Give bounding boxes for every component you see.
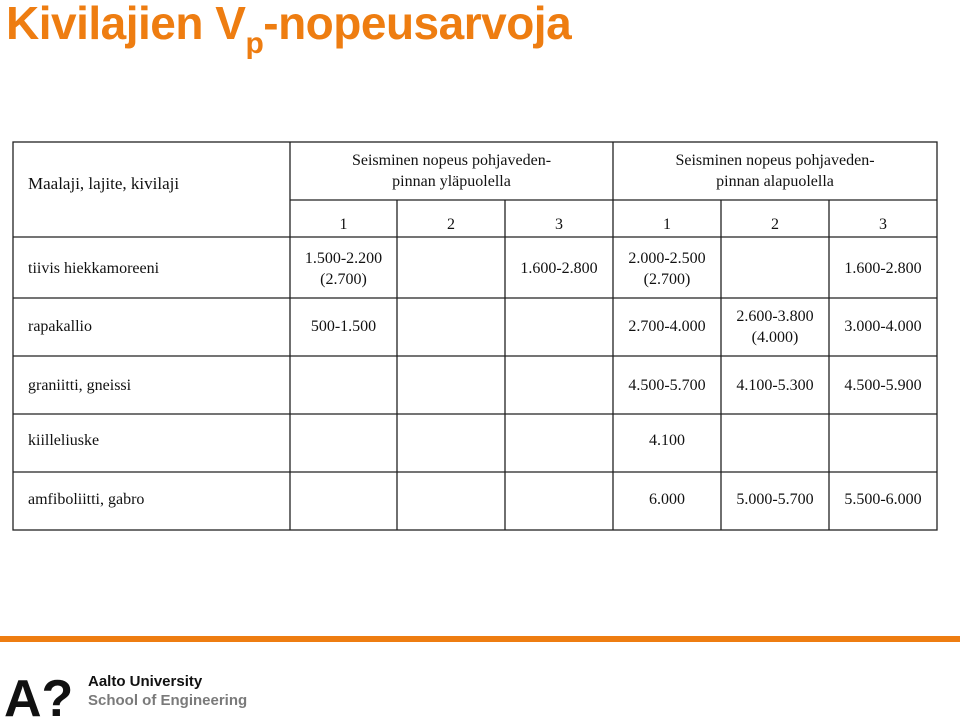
row2-below-2-line2: (4.000) (751, 329, 799, 346)
header-above-line1: Seisminen nopeus pohjaveden- (351, 152, 552, 169)
slide-title-rest: -nopeusarvoja (263, 0, 572, 49)
subheader-4: 1 (663, 216, 671, 233)
aalto-logo-icon (4, 672, 76, 720)
row2-below-3: 3.000-4.000 (844, 318, 922, 335)
subheader-5: 2 (771, 216, 779, 233)
row2-below-1: 2.700-4.000 (628, 318, 706, 335)
subheader-1: 1 (339, 216, 348, 233)
row-label-4: kiilleliuske (28, 432, 100, 449)
row-label-1: tiivis hiekkamoreeni (28, 260, 160, 277)
row4-below-1: 4.100 (649, 432, 685, 449)
row-label-5: amfiboliitti, gabro (28, 491, 145, 508)
org-line2: School of Engineering (88, 692, 248, 709)
header-below-line1: Seisminen nopeus pohjaveden- (675, 152, 875, 169)
row-label-3: graniitti, gneissi (28, 377, 132, 394)
row5-below-2: 5.000-5.700 (736, 491, 814, 508)
row1-above-3: 1.600-2.800 (520, 260, 598, 277)
row1-above-1-line1: 1.500-2.200 (304, 250, 383, 267)
header-below-line2: pinnan alapuolella (716, 173, 834, 190)
logo-mark: A? (4, 672, 74, 720)
footer-accent-bar (0, 636, 960, 642)
row1-below-3: 1.600-2.800 (844, 260, 922, 277)
row5-below-3: 5.500-6.000 (844, 491, 922, 508)
header-above-line2: pinnan yläpuolella (392, 173, 511, 190)
row3-below-1: 4.500-5.700 (628, 377, 706, 394)
row1-above-1 (290, 248, 397, 290)
row1-above-1-line2: (2.700) (320, 271, 367, 288)
slide-title-subscript: p (245, 27, 264, 60)
subheader-6: 3 (879, 216, 887, 233)
row2-above-1: 500-1.500 (310, 318, 377, 335)
row2-below-2 (721, 306, 829, 348)
subheader-2: 2 (447, 216, 455, 233)
row3-below-2: 4.100-5.300 (736, 377, 814, 394)
org-name (88, 672, 247, 710)
subheader-3: 3 (555, 216, 563, 233)
row1-below-1-line1: 2.000-2.500 (628, 250, 706, 267)
org-line1: Aalto University (88, 673, 203, 690)
row3-below-3: 4.500-5.900 (844, 377, 922, 394)
row2-below-2-line1: 2.600-3.800 (736, 308, 814, 325)
header-above-water-table (290, 150, 613, 192)
row1-below-1-line2: (2.700) (643, 271, 691, 288)
row1-below-1 (613, 248, 721, 290)
row5-below-1: 6.000 (649, 491, 685, 508)
slide-title-main: Kivilajien V (6, 0, 246, 49)
row-label-2: rapakallio (28, 318, 92, 335)
header-below-water-table (613, 150, 937, 192)
header-material: Maalaji, lajite, kivilaji (28, 174, 180, 193)
